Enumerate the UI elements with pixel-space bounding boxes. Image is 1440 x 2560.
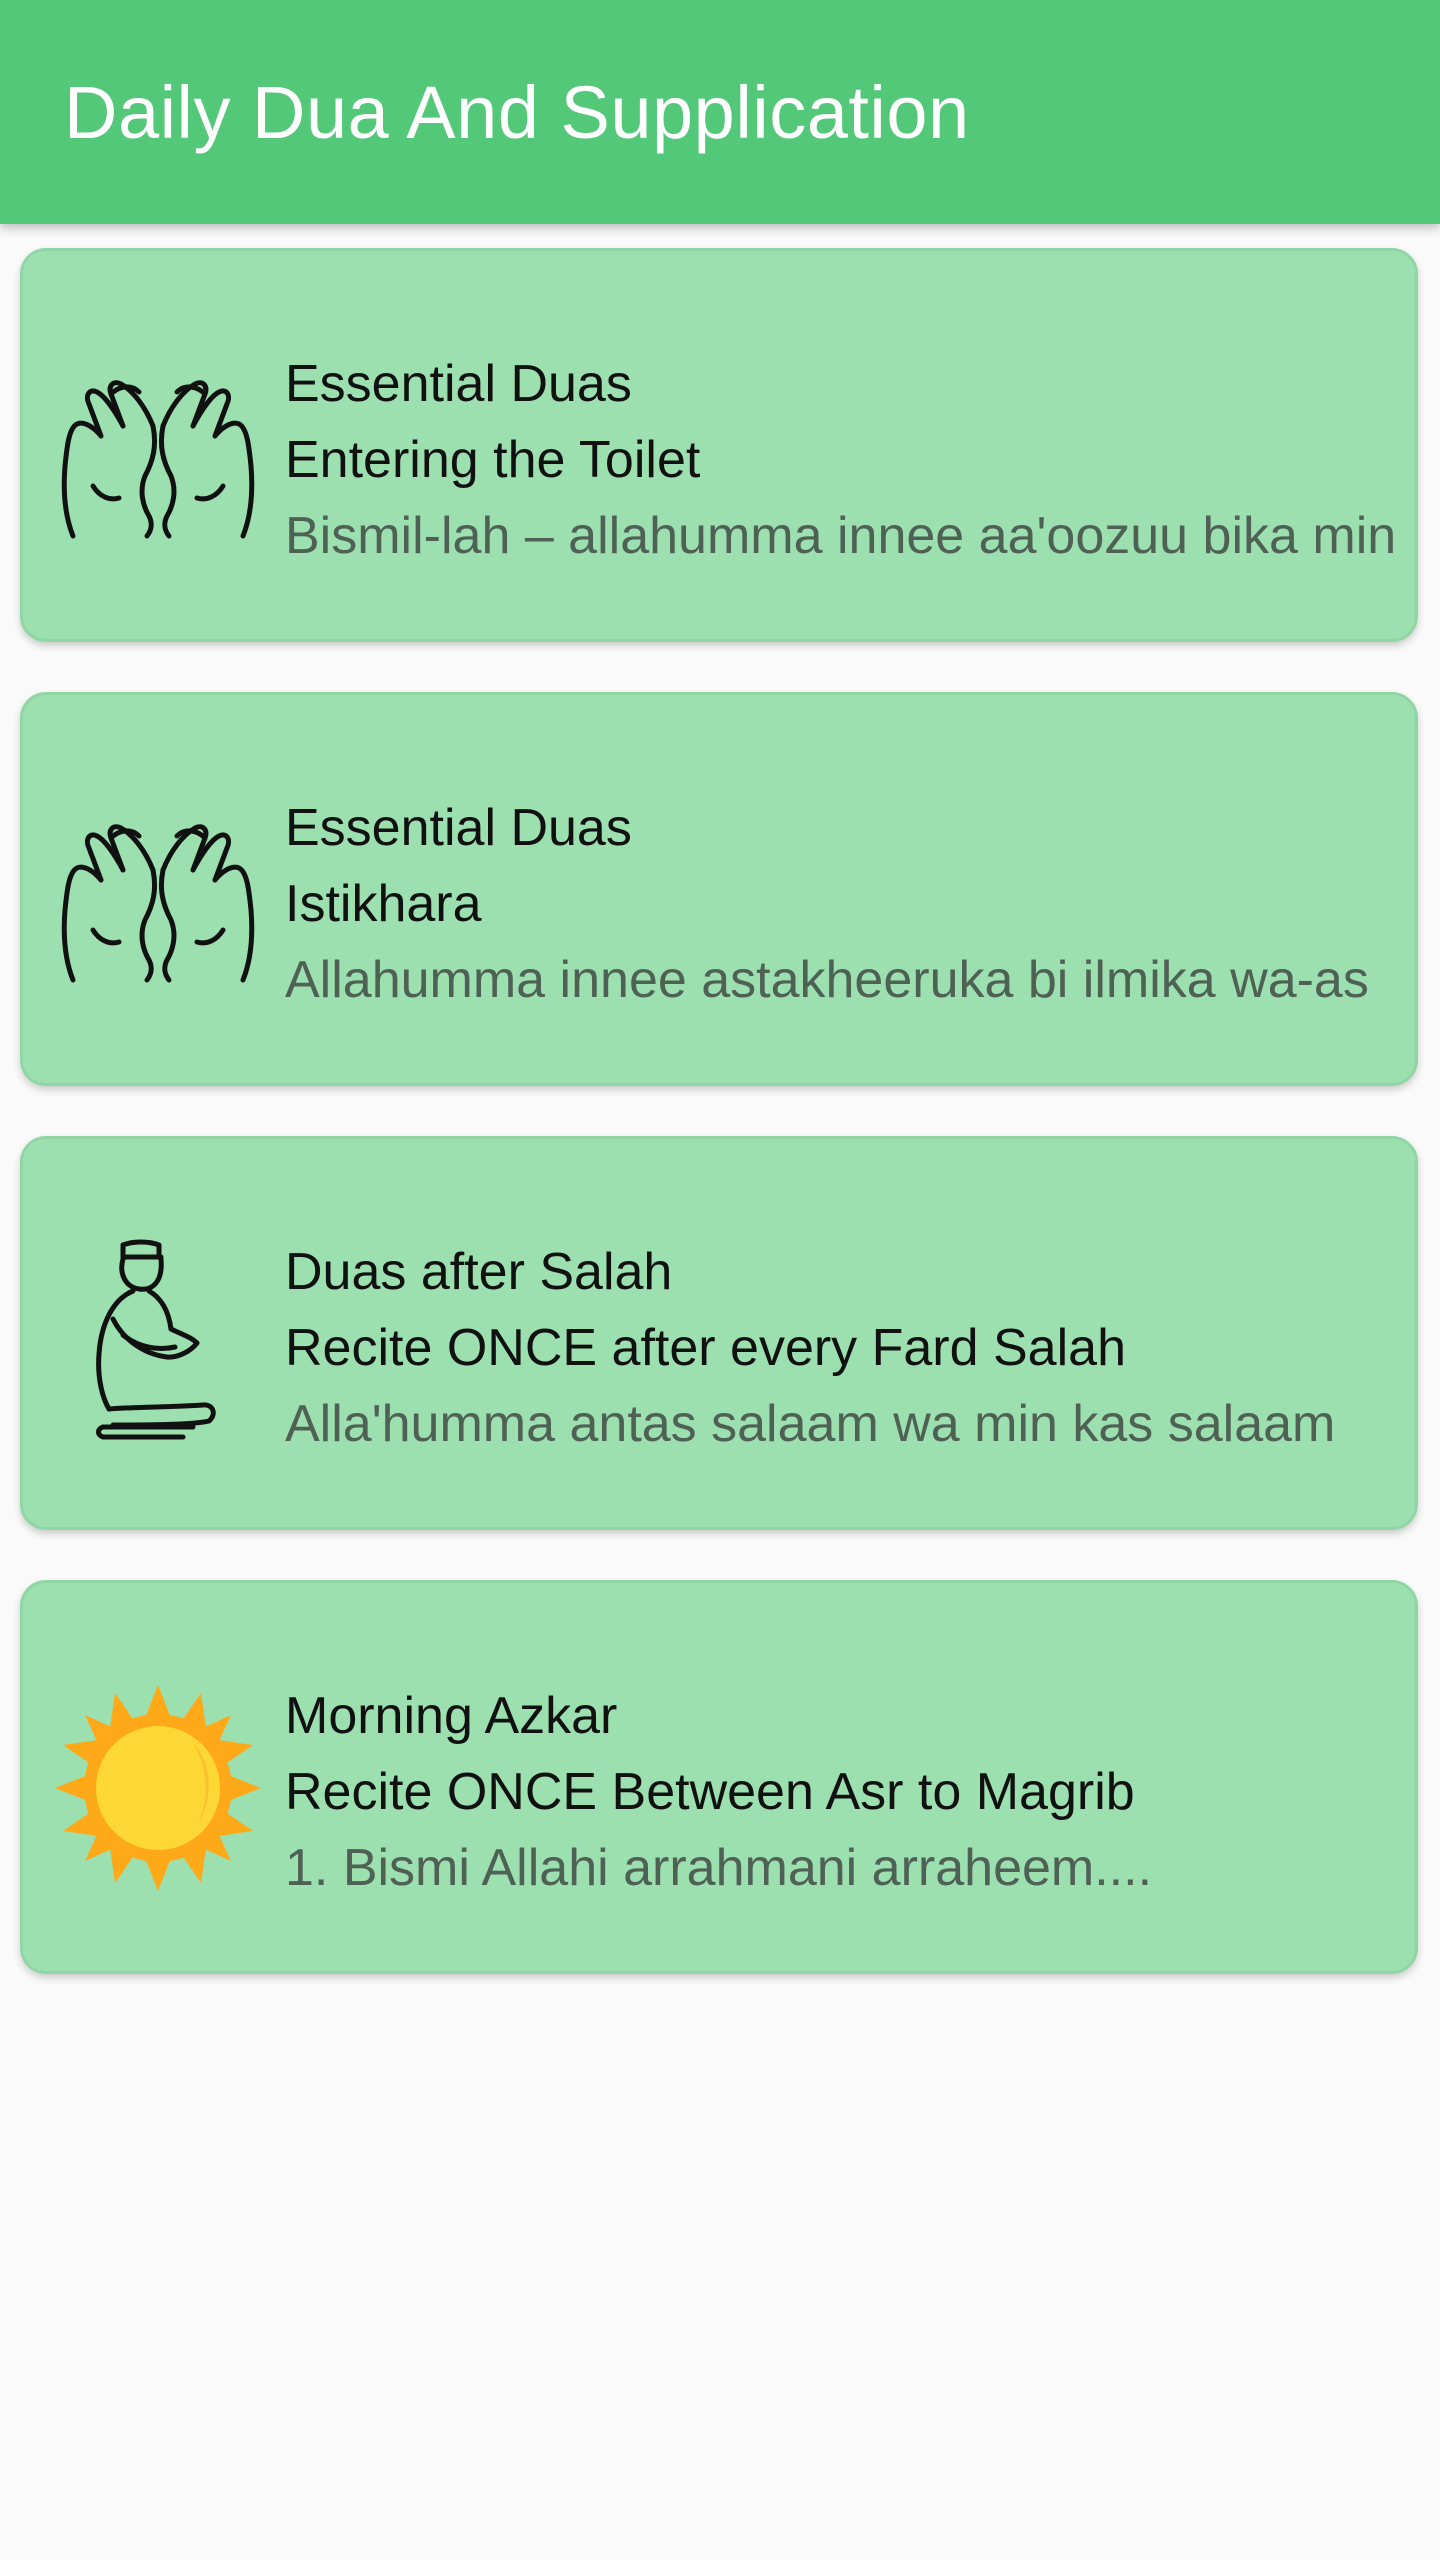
card-category: Morning Azkar — [285, 1687, 618, 1745]
card-category: Duas after Salah — [285, 1243, 673, 1301]
card-preview: Alla'humma antas salaam wa min kas salaam — [285, 1395, 1336, 1453]
card-title: Istikhara — [285, 875, 482, 933]
card-title: Entering the Toilet — [285, 431, 701, 489]
dua-card-morning-azkar[interactable] — [20, 1580, 1418, 1974]
card-text — [285, 790, 1415, 1018]
dua-card-entering-toilet[interactable] — [20, 248, 1418, 642]
card-preview: Allahumma innee astakheeruka bi ilmika wa-as — [285, 951, 1369, 1009]
praying-hands-icon — [53, 351, 263, 561]
app-bar — [0, 0, 1440, 224]
card-text — [285, 1234, 1415, 1462]
card-title: Recite ONCE Between Asr to Magrib — [285, 1763, 1135, 1821]
card-text — [285, 1678, 1415, 1906]
sun-icon — [53, 1683, 263, 1893]
card-text — [285, 346, 1415, 574]
app-title: Daily Dua And Supplication — [64, 71, 970, 154]
card-category: Essential Duas — [285, 355, 632, 413]
dua-card-istikhara[interactable] — [20, 692, 1418, 1086]
card-preview: Bismil-lah – allahumma innee aa'oozuu bika min — [285, 507, 1397, 565]
card-preview: 1. Bismi Allahi arrahmani arraheem.... — [285, 1839, 1153, 1897]
card-title: Recite ONCE after every Fard Salah — [285, 1319, 1126, 1377]
praying-hands-icon — [53, 795, 263, 1005]
dua-card-after-salah[interactable] — [20, 1136, 1418, 1530]
card-category: Essential Duas — [285, 799, 632, 857]
praying-man-icon — [53, 1239, 263, 1449]
